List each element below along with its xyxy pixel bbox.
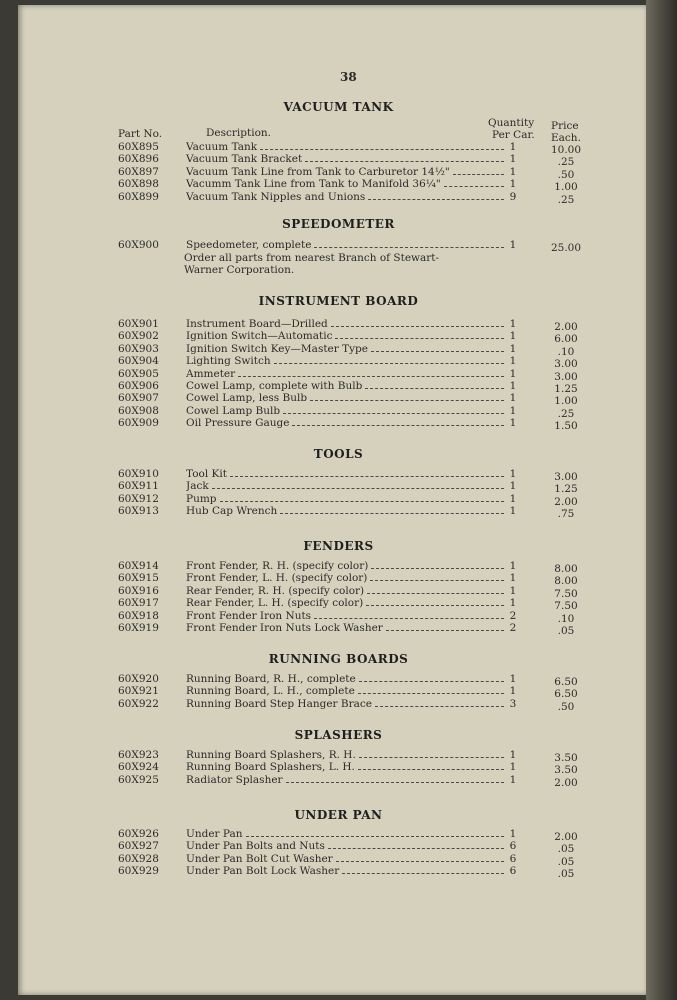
parts-row [0,585,677,598]
part-number: 60X900 [118,239,159,251]
parts-row [0,761,677,777]
quantity: 1 [509,673,517,685]
parts-row [0,330,677,346]
parts-row [0,685,677,701]
part-number: 60X903 [118,342,159,355]
parts-row [0,318,677,331]
part-description: Under Pan Bolt Cut Washer [186,853,506,866]
part-number: 60X901 [118,318,159,330]
leader-dots [283,405,504,414]
part-description: Cowel Lamp, less Bulb [186,392,506,405]
price: 3.00 [554,370,578,383]
price: .25 [557,407,575,420]
part-description: Vacuum Tank Bracket [186,153,506,166]
part-number: 60X924 [118,761,159,774]
price: 1.50 [554,420,578,433]
quantity: 1 [509,505,517,518]
part-description: Hub Cap Wrench [186,505,506,518]
part-description: Cowel Lamp Bulb [186,405,506,418]
price: 3.50 [554,752,578,764]
price: 7.50 [554,587,578,600]
price: .05 [557,843,575,856]
parts-row [0,774,677,787]
part-description: Under Pan Bolt Lock Washer [186,865,506,878]
price: 8.00 [554,575,578,588]
part-number: 60X897 [118,165,159,178]
part-description: Radiator Splasher [186,774,506,787]
quantity: 2 [509,622,517,634]
leader-dots [365,380,504,389]
leader-dots [314,610,504,619]
parts-row [0,622,677,635]
header-quantity-2: Per Car. [492,129,535,141]
section-title: INSTRUMENT BOARD [258,294,419,308]
parts-row [0,178,677,194]
quantity: 6 [509,865,517,878]
part-description: Running Board Step Hanger Brace [186,698,506,711]
price: 3.50 [554,764,578,777]
price: 25.00 [550,242,582,254]
parts-row [0,343,677,356]
part-number: 60X918 [118,609,159,622]
parts-row [0,828,677,841]
quantity: 1 [509,367,517,380]
leader-dots [371,560,504,569]
price: 10.00 [550,144,582,156]
leader-dots [314,239,504,248]
part-number: 60X906 [118,380,159,392]
price: 6.50 [554,688,578,701]
part-description: Running Board Splashers, L. H. [186,761,506,774]
quantity: 1 [509,165,517,178]
quantity: 2 [509,609,517,622]
quantity: 1 [509,355,517,368]
leader-dots [246,828,504,837]
leader-dots [280,505,504,514]
header-description: Description. [206,127,271,139]
price: .75 [557,508,575,521]
parts-row [0,191,677,204]
part-number: 60X925 [118,773,159,786]
parts-row [0,493,677,506]
part-number: 60X905 [118,367,159,380]
price: .05 [557,625,575,637]
leader-dots [375,698,504,707]
price: .50 [557,168,575,181]
quantity: 1 [509,492,517,505]
part-number: 60X909 [118,417,159,430]
leader-dots [359,749,504,758]
part-number: 60X916 [118,584,159,597]
part-number: 60X896 [118,153,159,166]
part-number: 60X929 [118,865,159,878]
leader-dots [331,318,504,327]
header-quantity-1: Quantity [488,117,535,129]
quantity: 1 [509,685,517,698]
part-description: Under Pan Bolts and Nuts [186,840,506,853]
quantity: 6 [509,840,517,853]
quantity: 1 [509,141,517,153]
parts-row [0,560,677,573]
section-title: VACUUM TANK [283,100,394,114]
quantity: 1 [509,153,517,166]
leader-dots [286,774,504,783]
price: 2.00 [554,495,578,508]
part-description: Vacuum Tank Line from Tank to Carburetor 14½" [186,166,506,179]
section-title: UNDER PAN [294,808,383,822]
part-description: Front Fender Iron Nuts [186,610,506,623]
parts-row [0,141,677,154]
quantity: 6 [509,852,517,865]
part-description: Ignition Switch—Automatic [186,330,506,343]
price: .05 [557,855,575,868]
parts-row [0,405,677,418]
part-description: Running Board Splashers, R. H. [186,749,506,762]
leader-dots [238,368,504,377]
part-description: Tool Kit [186,468,506,481]
part-description: Instrument Board—Drilled [186,318,506,331]
leader-dots [359,673,504,682]
section-title: FENDERS [303,539,374,553]
header-part-no: Part No. [118,128,163,140]
parts-row [0,673,677,686]
leader-dots [386,622,504,631]
section-title: RUNNING BOARDS [268,652,409,666]
part-description: Front Fender, R. H. (specify color) [186,560,506,573]
leader-dots [453,166,504,175]
quantity: 1 [509,392,517,405]
parts-row [0,749,677,762]
quantity: 1 [509,761,517,774]
part-description: Front Fender, L. H. (specify color) [186,572,506,585]
quantity: 1 [509,178,517,191]
quantity: 1 [509,749,517,761]
price: 3.00 [554,471,578,483]
quantity: 3 [509,697,517,710]
part-description: Running Board, R. H., complete [186,673,506,686]
price: 2.00 [554,321,578,333]
section-note: Order all parts from nearest Branch of Stewart- [184,252,440,264]
part-description: Vacumm Tank Line from Tank to Manifold 36¼" [186,178,506,191]
leader-dots [367,585,504,594]
leader-dots [335,330,504,339]
part-number: 60X920 [118,673,159,685]
part-description: Ammeter [186,368,506,381]
quantity: 1 [509,318,517,330]
parts-row [0,853,677,866]
parts-row [0,480,677,496]
parts-row [0,392,677,408]
price: 7.50 [554,600,578,613]
price: 1.00 [554,395,578,408]
quantity: 1 [509,480,517,493]
part-description: Cowel Lamp, complete with Bulb [186,380,506,393]
part-number: 60X914 [118,560,159,572]
leader-dots [260,141,504,150]
part-number: 60X923 [118,749,159,761]
quantity: 1 [509,773,517,786]
part-number: 60X912 [118,492,159,505]
part-number: 60X922 [118,697,159,710]
price: .05 [557,868,575,881]
quantity: 9 [509,190,517,203]
part-number: 60X907 [118,392,159,405]
parts-row [0,597,677,613]
leader-dots [358,761,504,770]
part-description: Vacuum Tank Nipples and Unions [186,191,506,204]
part-number: 60X911 [118,480,159,493]
parts-row [0,239,677,252]
parts-row [0,417,677,433]
parts-row [0,153,677,169]
quantity: 1 [509,572,517,585]
quantity: 1 [509,404,517,417]
leader-dots [274,355,504,364]
quantity: 1 [509,468,517,480]
leader-dots [336,853,504,862]
leader-dots [230,468,504,477]
leader-dots [212,480,504,489]
part-description: Lighting Switch [186,355,506,368]
leader-dots [358,685,504,694]
part-description: Ignition Switch Key—Master Type [186,343,506,356]
part-number: 60X895 [118,141,159,153]
leader-dots [328,840,504,849]
quantity: 1 [509,330,517,343]
price: 1.25 [554,383,578,395]
parts-row [0,166,677,179]
parts-row [0,355,677,371]
part-number: 60X921 [118,685,159,698]
price: .10 [557,345,575,358]
part-number: 60X910 [118,468,159,480]
price: .50 [557,700,575,713]
parts-row [0,505,677,521]
price: 8.00 [554,563,578,575]
part-description: Vacuum Tank [186,141,506,154]
part-number: 60X919 [118,622,159,634]
header-price-1: Price [551,120,579,132]
leader-dots [310,392,504,401]
section-title: SPLASHERS [294,728,383,742]
price: 2.00 [554,776,578,789]
part-number: 60X915 [118,572,159,585]
part-number: 60X928 [118,852,159,865]
leader-dots [366,597,504,606]
price: 6.50 [554,676,578,688]
quantity: 1 [509,239,517,251]
price: .10 [557,612,575,625]
part-description: Rear Fender, R. H. (specify color) [186,585,506,598]
parts-row [0,468,677,481]
part-number: 60X917 [118,597,159,610]
part-number: 60X913 [118,505,159,518]
part-description: Jack [186,480,506,493]
price: 1.00 [554,181,578,194]
header-price-2: Each. [551,132,581,144]
quantity: 1 [509,380,517,392]
leader-dots [305,153,504,162]
leader-dots [220,493,504,502]
part-description: Speedometer, complete [186,239,506,252]
parts-row [0,840,677,856]
price: 1.25 [554,483,578,496]
part-number: 60X908 [118,404,159,417]
part-description: Under Pan [186,828,506,841]
quantity: 1 [509,417,517,430]
price: 2.00 [554,831,578,843]
price: .25 [557,156,575,169]
part-description: Oil Pressure Gauge [186,417,506,430]
quantity: 1 [509,828,517,840]
part-description: Front Fender Iron Nuts Lock Washer [186,622,506,635]
parts-row [0,572,677,588]
part-number: 60X899 [118,190,159,203]
parts-row [0,368,677,381]
page-number: 38 [340,70,357,84]
quantity: 1 [509,342,517,355]
quantity: 1 [509,584,517,597]
part-number: 60X927 [118,840,159,853]
section-note: Warner Corporation. [184,264,295,276]
leader-dots [371,343,504,352]
quantity: 1 [509,560,517,572]
part-number: 60X926 [118,828,159,840]
part-number: 60X898 [118,178,159,191]
part-number: 60X902 [118,330,159,343]
part-description: Pump [186,493,506,506]
leader-dots [342,865,504,874]
leader-dots [370,572,504,581]
price: .25 [557,193,575,206]
part-number: 60X904 [118,355,159,368]
section-title: TOOLS [313,447,364,461]
parts-row [0,698,677,711]
leader-dots [292,417,504,426]
section-title: SPEEDOMETER [282,217,395,231]
parts-row [0,610,677,623]
leader-dots [444,178,504,187]
leader-dots [368,191,504,200]
parts-row [0,380,677,393]
price: 3.00 [554,358,578,371]
part-description: Rear Fender, L. H. (specify color) [186,597,506,610]
parts-row [0,865,677,881]
price: 6.00 [554,333,578,346]
quantity: 1 [509,597,517,610]
part-description: Running Board, L. H., complete [186,685,506,698]
